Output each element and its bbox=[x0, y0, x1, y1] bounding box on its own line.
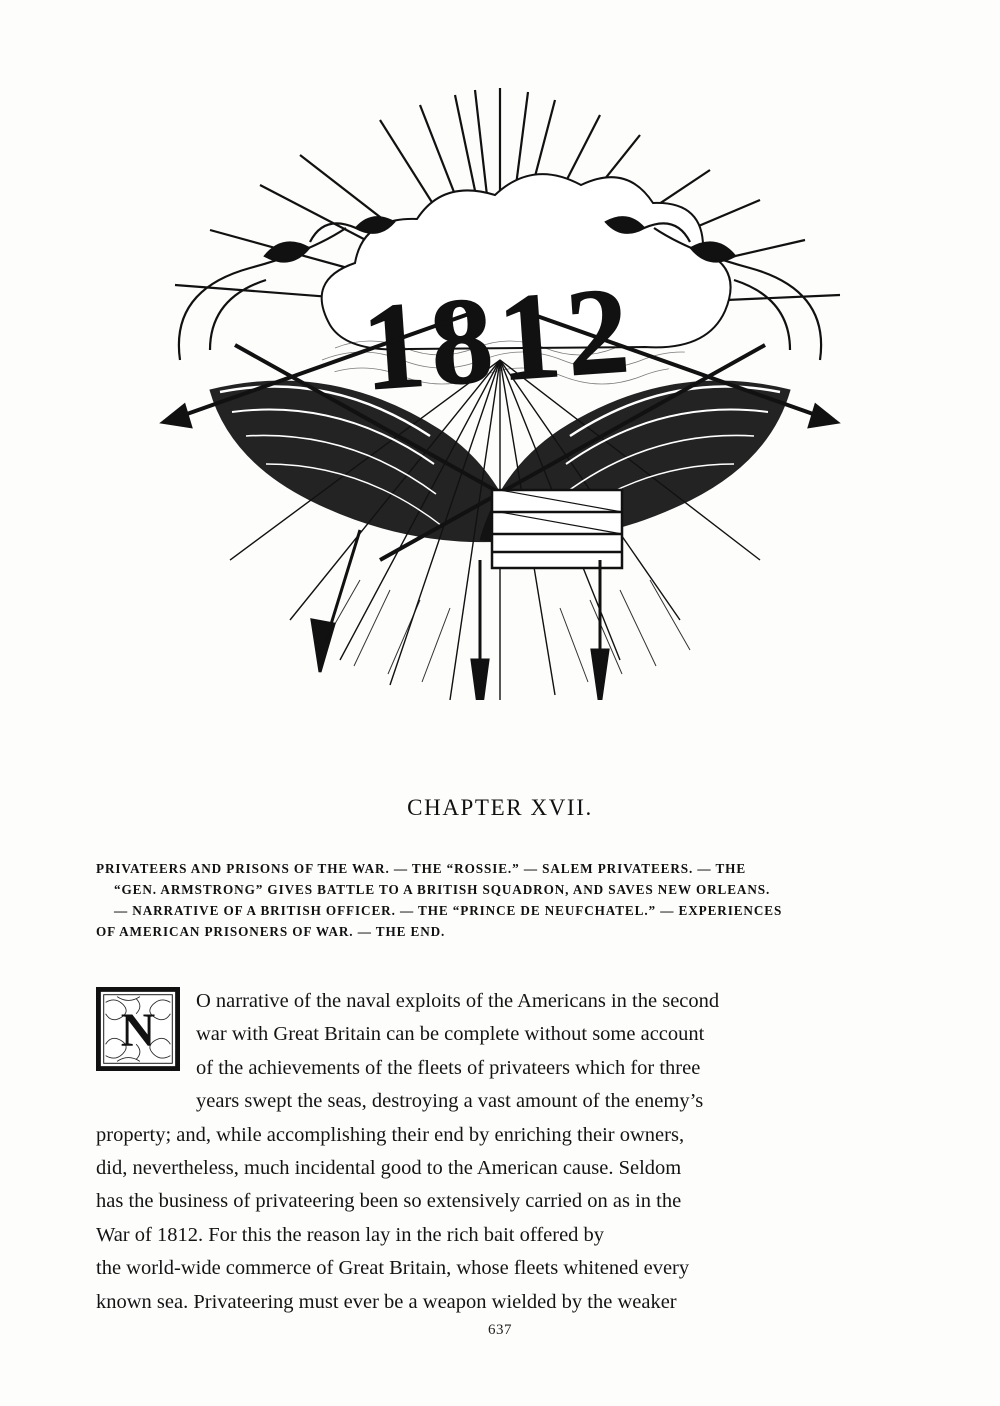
body-line: the world-wide commerce of Great Britain, whose fleets whitened every bbox=[96, 1257, 690, 1280]
drop-cap-letter: N bbox=[120, 1005, 156, 1058]
body-line: War of 1812. For this the reason lay in the rich bait offered by bbox=[96, 1223, 605, 1246]
argument-line: — NARRATIVE OF A BRITISH OFFICER. — THE “PRINCE DE NEUFCHATEL.” — EXPERIENCES bbox=[114, 903, 783, 918]
drop-cap-initial bbox=[96, 987, 180, 1071]
argument-line: “GEN. ARMSTRONG” GIVES BATTLE TO A BRITISH SQUADRON, AND SAVES NEW ORLEANS. bbox=[114, 882, 771, 897]
argument-line: PRIVATEERS AND PRISONS OF THE WAR. — THE “ROSSIE.” — SALEM PRIVATEERS. — THE bbox=[96, 861, 747, 876]
body-line: of the achievements of the fleets of privateers which for three bbox=[196, 1056, 701, 1079]
body-line: property; and, while accomplishing their end by enriching their owners, bbox=[96, 1123, 685, 1146]
illustration-year-label: 1812 bbox=[358, 260, 639, 417]
body-line: has the business of privateering been so extensively carried on as in the bbox=[96, 1190, 682, 1213]
body-line: O narrative of the naval exploits of the Americans in the second bbox=[196, 990, 720, 1012]
argument-line: OF AMERICAN PRISONERS OF WAR. — THE END. bbox=[96, 924, 446, 939]
chapter-headpiece-illustration bbox=[60, 60, 940, 700]
body-line: war with Great Britain can be complete without some account bbox=[196, 1023, 705, 1046]
body-text bbox=[96, 985, 908, 1319]
chapter-argument bbox=[96, 858, 908, 942]
page-number: 637 bbox=[488, 1322, 512, 1338]
body-line: did, nevertheless, much incidental good to the American cause. Seldom bbox=[96, 1157, 682, 1180]
body-line: years swept the seas, destroying a vast amount of the enemy’s bbox=[196, 1090, 704, 1113]
chapter-title: CHAPTER XVII. bbox=[407, 795, 593, 820]
body-line: known sea. Privateering must ever be a weapon wielded by the weaker bbox=[96, 1290, 677, 1313]
